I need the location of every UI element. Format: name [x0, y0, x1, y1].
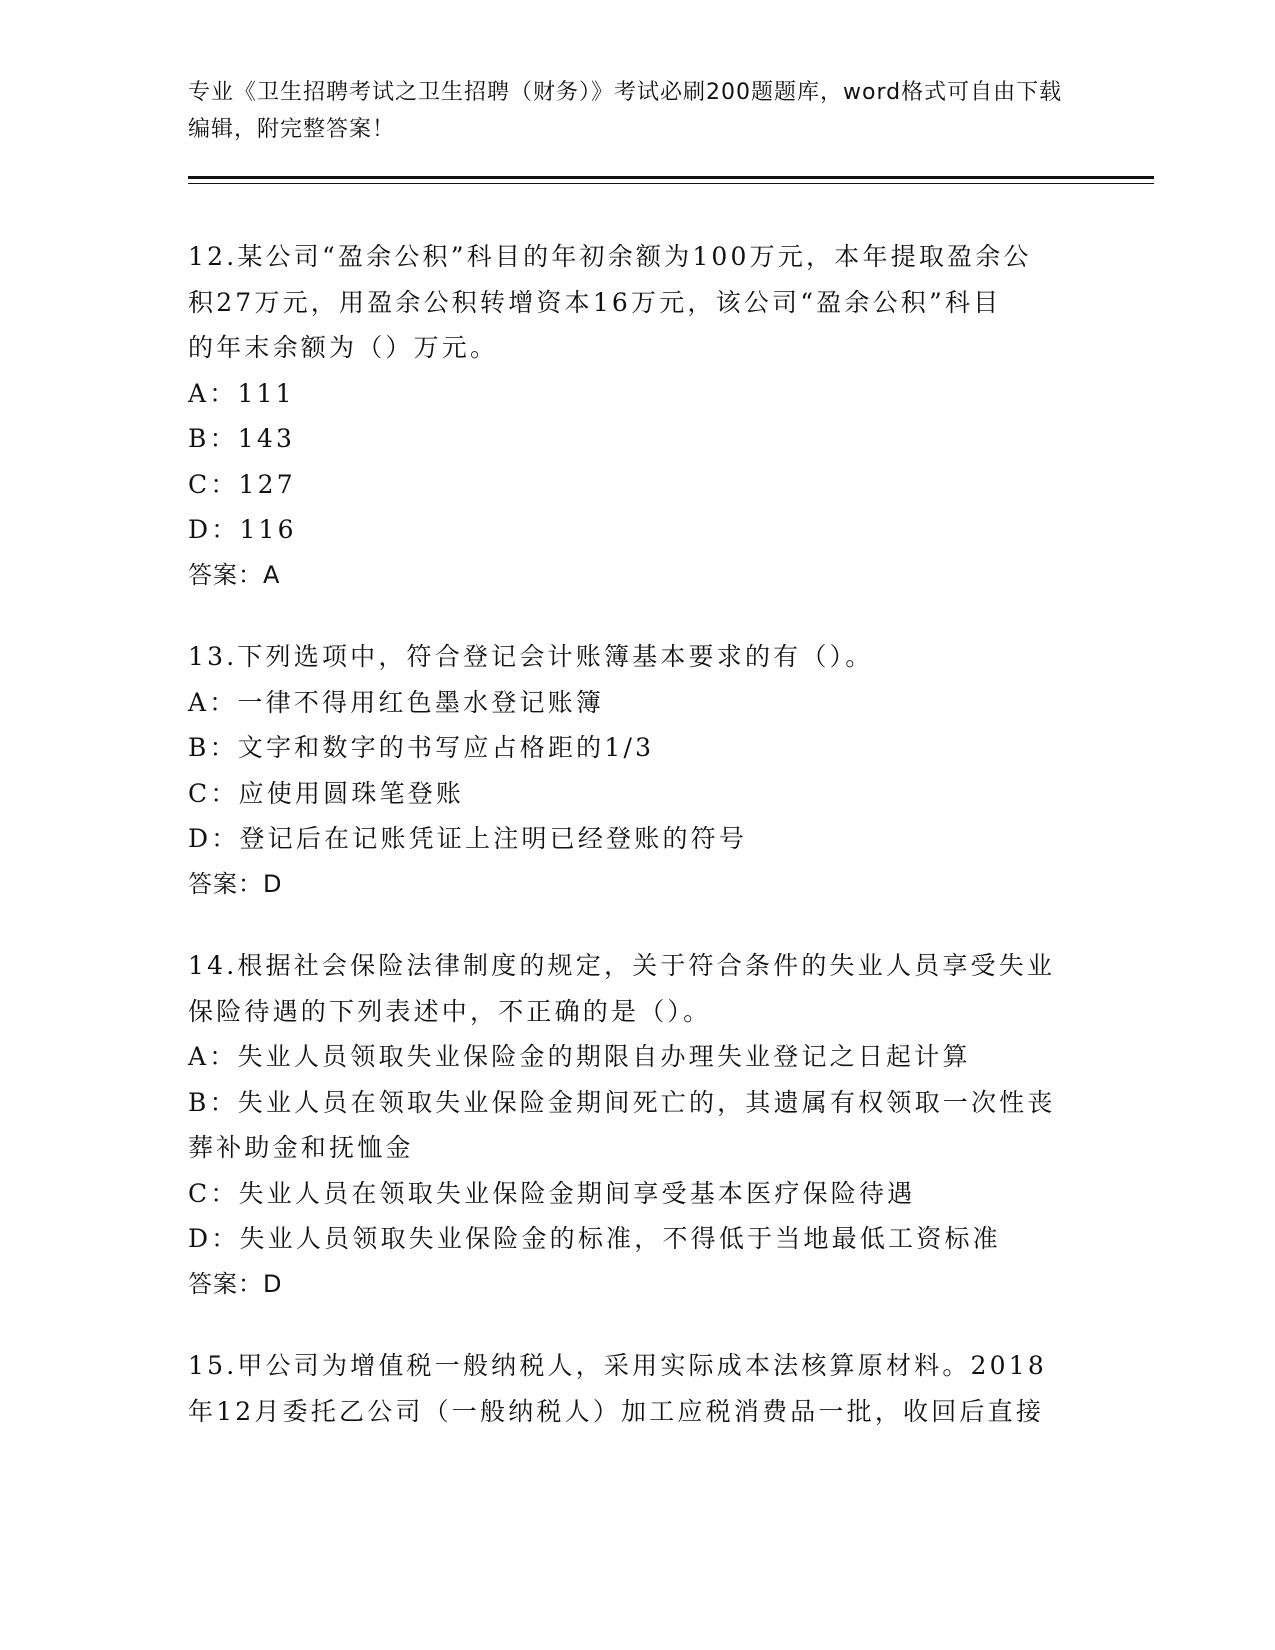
answer-text: 答案：A	[188, 560, 281, 589]
document-header: 专业《卫生招聘考试之卫生招聘（财务）》考试必刷200题题库，word格式可自由下载编辑，附完整答案！	[188, 80, 1063, 142]
question-13	[188, 634, 1088, 907]
option-c: C：127	[188, 469, 296, 499]
option-b: B：文字和数字的书写应占格距的1/3	[188, 733, 655, 762]
answer-text: 答案：D	[188, 869, 283, 898]
question-stem-line: 积27万元，用盈余公积转增资本16万元，该公司“盈余公积”科目	[188, 287, 1002, 317]
header-rule-thin	[188, 183, 1154, 184]
question-stem-line: 的年末余额为（）万元。	[188, 333, 499, 362]
question-15	[188, 1343, 1088, 1434]
option-b: B：143	[188, 424, 296, 453]
question-stem-line: 15.甲公司为增值税一般纳税人，采用实际成本法核算原材料。2018	[188, 1351, 1047, 1380]
option-c: C：应使用圆珠笔登账	[188, 778, 465, 808]
question-stem-line: 年12月委托乙公司（一般纳税人）加工应税消费品一批，收回后直接	[188, 1396, 1045, 1426]
option-d: D：失业人员领取失业保险金的标准，不得低于当地最低工资标准	[188, 1224, 1001, 1253]
option-a: A：一律不得用红色墨水登记账簿	[188, 687, 605, 717]
question-stem-line: 保险待遇的下列表述中，不正确的是（）。	[188, 996, 712, 1026]
question-stem-line: 12.某公司“盈余公积”科目的年初余额为100万元，本年提取盈余公	[188, 242, 1032, 271]
answer-text: 答案：D	[188, 1269, 283, 1298]
option-a: A：失业人员领取失业保险金的期限自办理失业登记之日起计算	[188, 1042, 971, 1071]
option-b: B：失业人员在领取失业保险金期间死亡的，其遗属有权领取一次性丧	[188, 1087, 1056, 1117]
option-c: C：失业人员在领取失业保险金期间享受基本医疗保险待遇	[188, 1178, 916, 1208]
question-stem-line: 14.根据社会保险法律制度的规定，关于符合条件的失业人员享受失业	[188, 951, 1056, 980]
option-a: A：111	[188, 378, 295, 408]
question-12	[188, 234, 1088, 598]
header-rule-thick	[188, 176, 1154, 179]
question-stem-line: 13.下列选项中，符合登记会计账簿基本要求的有（）。	[188, 642, 874, 671]
question-14	[188, 943, 1088, 1307]
option-d: D：登记后在记账凭证上注明已经登账的符号	[188, 824, 748, 853]
option-b-continued: 葬补助金和抚恤金	[188, 1133, 414, 1162]
question-list	[188, 234, 1088, 1470]
option-d: D：116	[188, 515, 297, 544]
